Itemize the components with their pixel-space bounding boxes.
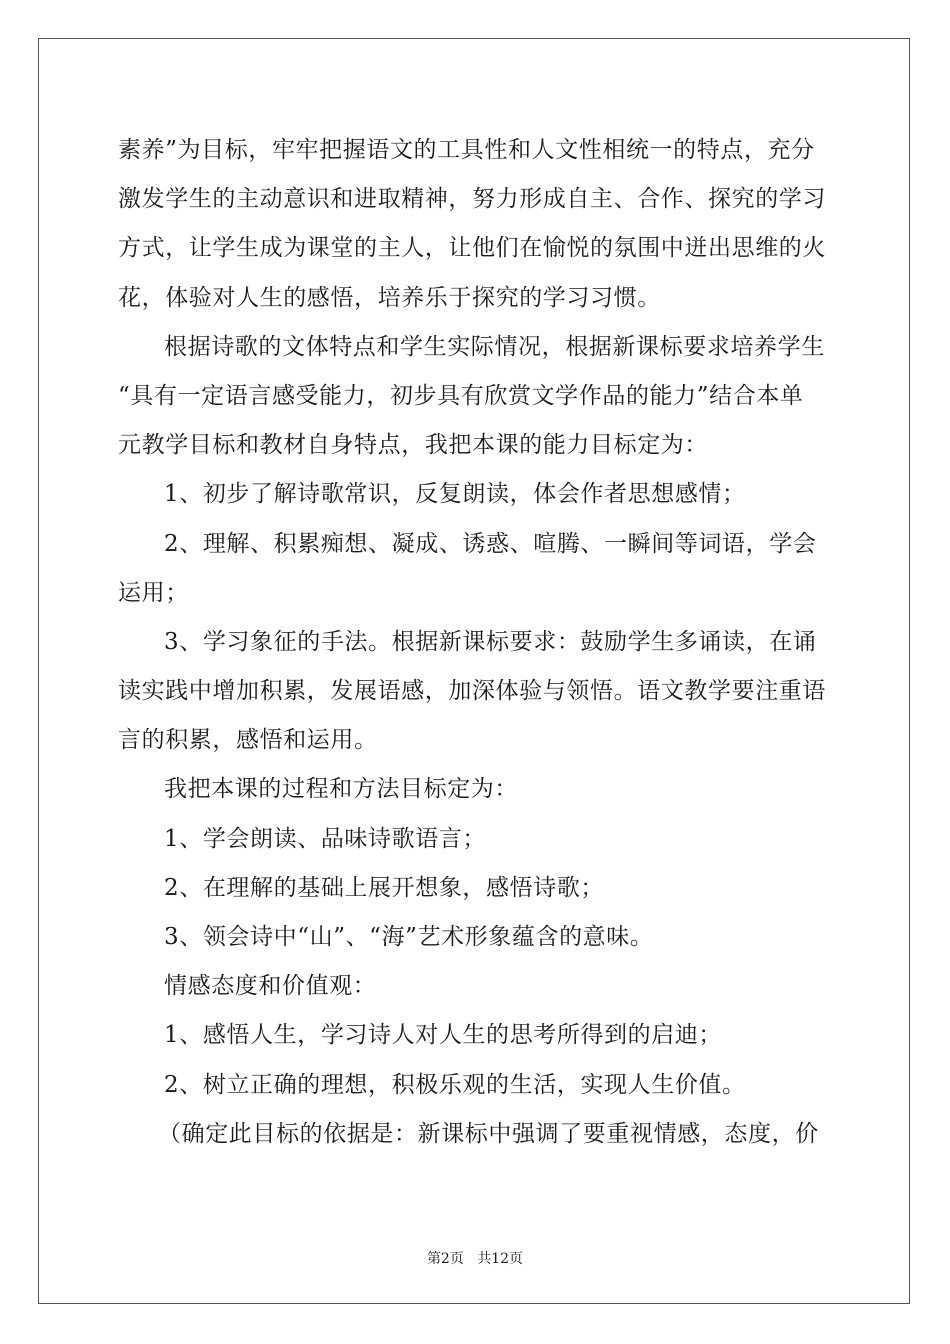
document-body (118, 126, 834, 1159)
text-line: 1、学会朗读、品味诗歌语言； (164, 825, 487, 852)
text-line: 花，体验对人生的感悟，培养乐于探究的学习习惯。 (118, 284, 661, 311)
text-line: 元教学目标和教材自身特点，我把本课的能力目标定为： (118, 432, 708, 459)
text-line: 3、领会诗中“山”、“海”艺术形象蕴含的意味。 (164, 924, 654, 950)
text-line: 根据诗歌的文体特点和学生实际情况，根据新课标要求培养学生 (164, 333, 825, 360)
text-line: 读实践中增加积累，发展语感，加深体验与领悟。语文教学要注重语 (118, 678, 826, 705)
text-line: 方式，让学生成为课堂的主人，让他们在愉悦的氛围中迸出思维的火 (118, 235, 826, 262)
text-line: 1、感悟人生，学习诗人对人生的思考所得到的启迪； (164, 1022, 723, 1049)
text-line: 3、学习象征的手法。根据新课标要求：鼓励学生多诵读，在诵 (164, 628, 817, 655)
page-total: 共12页 (477, 1251, 524, 1267)
text-line: （确定此目标的依据是：新课标中强调了要重视情感，态度，价 (158, 1120, 819, 1147)
page-footer (0, 1248, 950, 1268)
text-line: 运用； (118, 579, 189, 606)
text-line: 素养”为目标，牢牢把握语文的工具性和人文性相统一的特点，充分 (118, 137, 815, 163)
text-line: “具有一定语言感受能力，初步具有欣赏文学作品的能力”结合本单 (118, 382, 804, 409)
text-line: 1、初步了解诗歌常识，反复朗读，体会作者思想感情； (164, 481, 746, 508)
text-line: 激发学生的主动意识和进取精神，努力形成自主、合作、探究的学习 (118, 186, 826, 213)
text-line: 2、树立正确的理想，积极乐观的生活，实现人生价值。 (164, 1071, 746, 1098)
text-line: 我把本课的过程和方法目标定为： (164, 776, 518, 803)
text-line: 2、理解、积累痴想、凝成、诱惑、喧腾、一瞬间等词语，学会 (164, 530, 817, 557)
text-line: 情感态度和价值观： (164, 973, 377, 1000)
text-line: 2、在理解的基础上展开想象，感悟诗歌； (164, 874, 605, 901)
page-number: 第2页 (426, 1251, 464, 1267)
text-line: 言的积累，感悟和运用。 (118, 727, 378, 754)
